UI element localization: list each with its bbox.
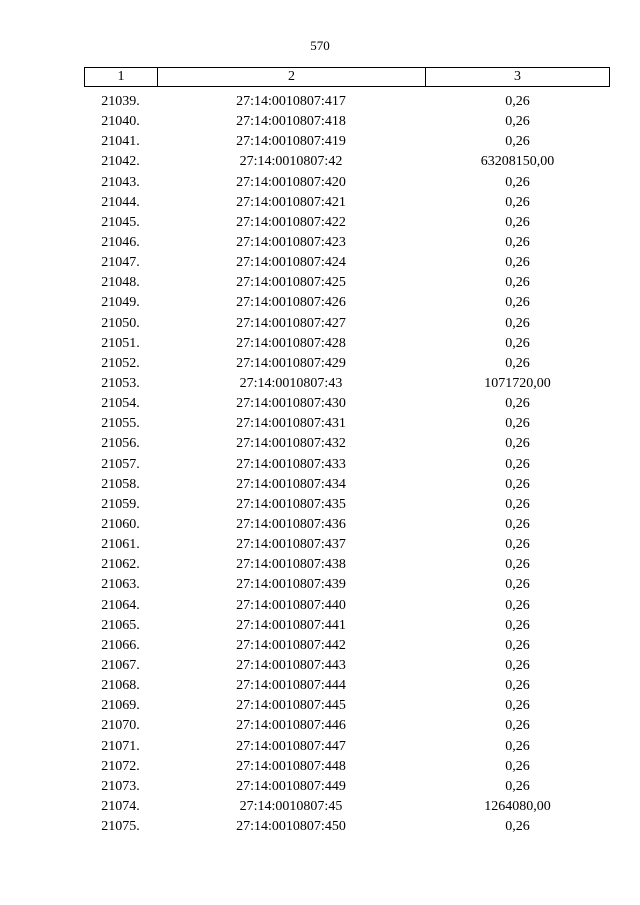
- cadastral-number-cell: 27:14:0010807:420: [236, 174, 346, 190]
- value-cell: 0,26: [505, 134, 530, 150]
- cadastral-number-cell: 27:14:0010807:437: [236, 537, 346, 553]
- table-header: [84, 67, 610, 87]
- table-row: [84, 757, 610, 777]
- page-number: 570: [310, 38, 330, 53]
- row-number-cell: 21044.: [101, 194, 140, 210]
- cadastral-number-cell: 27:14:0010807:428: [236, 335, 346, 351]
- table-row: [84, 233, 610, 253]
- table-row: [84, 314, 610, 334]
- cadastral-number-cell: 27:14:0010807:418: [236, 114, 346, 130]
- row-number-cell: 21064.: [101, 597, 140, 613]
- table-row: [84, 152, 610, 172]
- cadastral-number-cell: 27:14:0010807:422: [236, 214, 346, 230]
- row-number-cell: 21043.: [101, 174, 140, 190]
- row-number-cell: 21069.: [101, 698, 140, 714]
- table-row: [84, 132, 610, 152]
- value-cell: 0,26: [505, 416, 530, 432]
- header-col-2: 2: [158, 68, 426, 86]
- row-number-cell: 21053.: [101, 375, 140, 391]
- cadastral-number-cell: 27:14:0010807:424: [236, 255, 346, 271]
- cadastral-number-cell: 27:14:0010807:423: [236, 234, 346, 250]
- cadastral-number-cell: 27:14:0010807:421: [236, 194, 346, 210]
- table-row: [84, 374, 610, 394]
- row-number-cell: 21062.: [101, 557, 140, 573]
- cadastral-number-cell: 27:14:0010807:436: [236, 516, 346, 532]
- value-cell: 0,26: [505, 516, 530, 532]
- row-number-cell: 21049.: [101, 295, 140, 311]
- value-cell: 0,26: [505, 738, 530, 754]
- table-row: [84, 636, 610, 656]
- row-number-cell: 21050.: [101, 315, 140, 331]
- value-cell: 0,26: [505, 476, 530, 492]
- cadastral-number-cell: 27:14:0010807:432: [236, 436, 346, 452]
- row-number-cell: 21060.: [101, 516, 140, 532]
- value-cell: 0,26: [505, 114, 530, 130]
- table-row: [84, 273, 610, 293]
- value-cell: 0,26: [505, 758, 530, 774]
- value-cell: 0,26: [505, 678, 530, 694]
- row-number-cell: 21046.: [101, 234, 140, 250]
- value-cell: 1071720,00: [484, 375, 551, 391]
- header-col-1: 1: [85, 68, 158, 86]
- value-cell: 0,26: [505, 778, 530, 794]
- table-row: [84, 495, 610, 515]
- cadastral-number-cell: 27:14:0010807:426: [236, 295, 346, 311]
- row-number-cell: 21075.: [101, 819, 140, 835]
- cadastral-number-cell: 27:14:0010807:438: [236, 557, 346, 573]
- value-cell: 0,26: [505, 456, 530, 472]
- value-cell: 0,26: [505, 537, 530, 553]
- table-row: [84, 616, 610, 636]
- row-number-cell: 21059.: [101, 496, 140, 512]
- value-cell: 0,26: [505, 194, 530, 210]
- cadastral-number-cell: 27:14:0010807:446: [236, 718, 346, 734]
- table-row: [84, 394, 610, 414]
- table-row: [84, 656, 610, 676]
- row-number-cell: 21040.: [101, 114, 140, 130]
- value-cell: 0,26: [505, 617, 530, 633]
- table-row: [84, 716, 610, 736]
- value-cell: 0,26: [505, 436, 530, 452]
- value-cell: 0,26: [505, 718, 530, 734]
- value-cell: 0,26: [505, 275, 530, 291]
- row-number-cell: 21052.: [101, 355, 140, 371]
- cadastral-number-cell: 27:14:0010807:435: [236, 496, 346, 512]
- table-row: [84, 676, 610, 696]
- cadastral-number-cell: 27:14:0010807:425: [236, 275, 346, 291]
- table-row: [84, 434, 610, 454]
- cadastral-number-cell: 27:14:0010807:441: [236, 617, 346, 633]
- cadastral-number-cell: 27:14:0010807:43: [239, 375, 343, 391]
- row-number-cell: 21056.: [101, 436, 140, 452]
- table-row: [84, 193, 610, 213]
- row-number-cell: 21042.: [101, 154, 140, 170]
- cadastral-number-cell: 27:14:0010807:442: [236, 637, 346, 653]
- table-row: [84, 777, 610, 797]
- table-row: [84, 475, 610, 495]
- table-row: [84, 213, 610, 233]
- table-row: [84, 334, 610, 354]
- cadastral-number-cell: 27:14:0010807:447: [236, 738, 346, 754]
- cadastral-number-cell: 27:14:0010807:45: [239, 798, 343, 814]
- row-number-cell: 21072.: [101, 758, 140, 774]
- value-cell: 0,26: [505, 355, 530, 371]
- value-cell: 0,26: [505, 396, 530, 412]
- value-cell: 0,26: [505, 637, 530, 653]
- table-row: [84, 596, 610, 616]
- row-number-cell: 21047.: [101, 255, 140, 271]
- value-cell: 0,26: [505, 657, 530, 673]
- value-cell: 0,26: [505, 496, 530, 512]
- table-row: [84, 354, 610, 374]
- header-col-3: 3: [514, 69, 521, 84]
- row-number-cell: 21070.: [101, 718, 140, 734]
- cadastral-number-cell: 27:14:0010807:431: [236, 416, 346, 432]
- value-cell: 0,26: [505, 94, 530, 109]
- row-number-cell: 21051.: [101, 335, 140, 351]
- row-number-cell: 21068.: [101, 678, 140, 694]
- table-row: [84, 455, 610, 475]
- value-cell: 0,26: [505, 698, 530, 714]
- cadastral-number-cell: 27:14:0010807:450: [236, 819, 346, 835]
- value-cell: 0,26: [505, 335, 530, 351]
- row-number-cell: 21057.: [101, 456, 140, 472]
- row-number-cell: 21065.: [101, 617, 140, 633]
- value-cell: 0,26: [505, 819, 530, 835]
- cadastral-number-cell: 27:14:0010807:434: [236, 476, 346, 492]
- value-cell: 0,26: [505, 255, 530, 271]
- row-number-cell: 21067.: [101, 657, 140, 673]
- cadastral-number-cell: 27:14:0010807:429: [236, 355, 346, 371]
- value-cell: 0,26: [505, 577, 530, 593]
- table-body: [84, 92, 610, 837]
- cadastral-number-cell: 27:14:0010807:444: [236, 678, 346, 694]
- cadastral-number-cell: 27:14:0010807:440: [236, 597, 346, 613]
- row-number-cell: 21063.: [101, 577, 140, 593]
- value-cell: 0,26: [505, 214, 530, 230]
- row-number-cell: 21054.: [101, 396, 140, 412]
- cadastral-number-cell: 27:14:0010807:439: [236, 577, 346, 593]
- row-number-cell: 21074.: [101, 798, 140, 814]
- cadastral-number-cell: 27:14:0010807:448: [236, 758, 346, 774]
- value-cell: 0,26: [505, 295, 530, 311]
- table-row: [84, 414, 610, 434]
- row-number-cell: 21066.: [101, 637, 140, 653]
- value-cell: 0,26: [505, 597, 530, 613]
- cadastral-number-cell: 27:14:0010807:433: [236, 456, 346, 472]
- table-row: [84, 92, 610, 112]
- table-row: [84, 555, 610, 575]
- row-number-cell: 21071.: [101, 738, 140, 754]
- value-cell: 0,26: [505, 174, 530, 190]
- row-number-cell: 21055.: [101, 416, 140, 432]
- table-row: [84, 535, 610, 555]
- table-row: [84, 515, 610, 535]
- cadastral-number-cell: 27:14:0010807:430: [236, 396, 346, 412]
- value-cell: 0,26: [505, 315, 530, 331]
- table-row: [84, 253, 610, 273]
- table-row: [84, 737, 610, 757]
- cadastral-number-cell: 27:14:0010807:42: [239, 154, 343, 170]
- value-cell: 0,26: [505, 557, 530, 573]
- value-cell: 63208150,00: [480, 154, 555, 170]
- row-number-cell: 21048.: [101, 275, 140, 291]
- table-row: [84, 797, 610, 817]
- cadastral-number-cell: 27:14:0010807:449: [236, 778, 346, 794]
- table-row: [84, 696, 610, 716]
- row-number-cell: 21061.: [101, 537, 140, 553]
- cadastral-number-cell: 27:14:0010807:443: [236, 657, 346, 673]
- row-number-cell: 21041.: [101, 134, 140, 150]
- cadastral-number-cell: 27:14:0010807:427: [236, 315, 346, 331]
- cadastral-number-cell: 27:14:0010807:419: [236, 134, 346, 150]
- value-cell: 0,26: [505, 234, 530, 250]
- row-number-cell: 21073.: [101, 778, 140, 794]
- row-number-cell: 21045.: [101, 214, 140, 230]
- table-row: [84, 293, 610, 313]
- row-number-cell: 21039.: [101, 94, 140, 109]
- table-row: [84, 817, 610, 837]
- table-row: [84, 173, 610, 193]
- value-cell: 1264080,00: [484, 798, 551, 814]
- table-row: [84, 575, 610, 595]
- cadastral-number-cell: 27:14:0010807:417: [236, 94, 346, 109]
- row-number-cell: 21058.: [101, 476, 140, 492]
- table-row: [84, 112, 610, 132]
- cadastral-number-cell: 27:14:0010807:445: [236, 698, 346, 714]
